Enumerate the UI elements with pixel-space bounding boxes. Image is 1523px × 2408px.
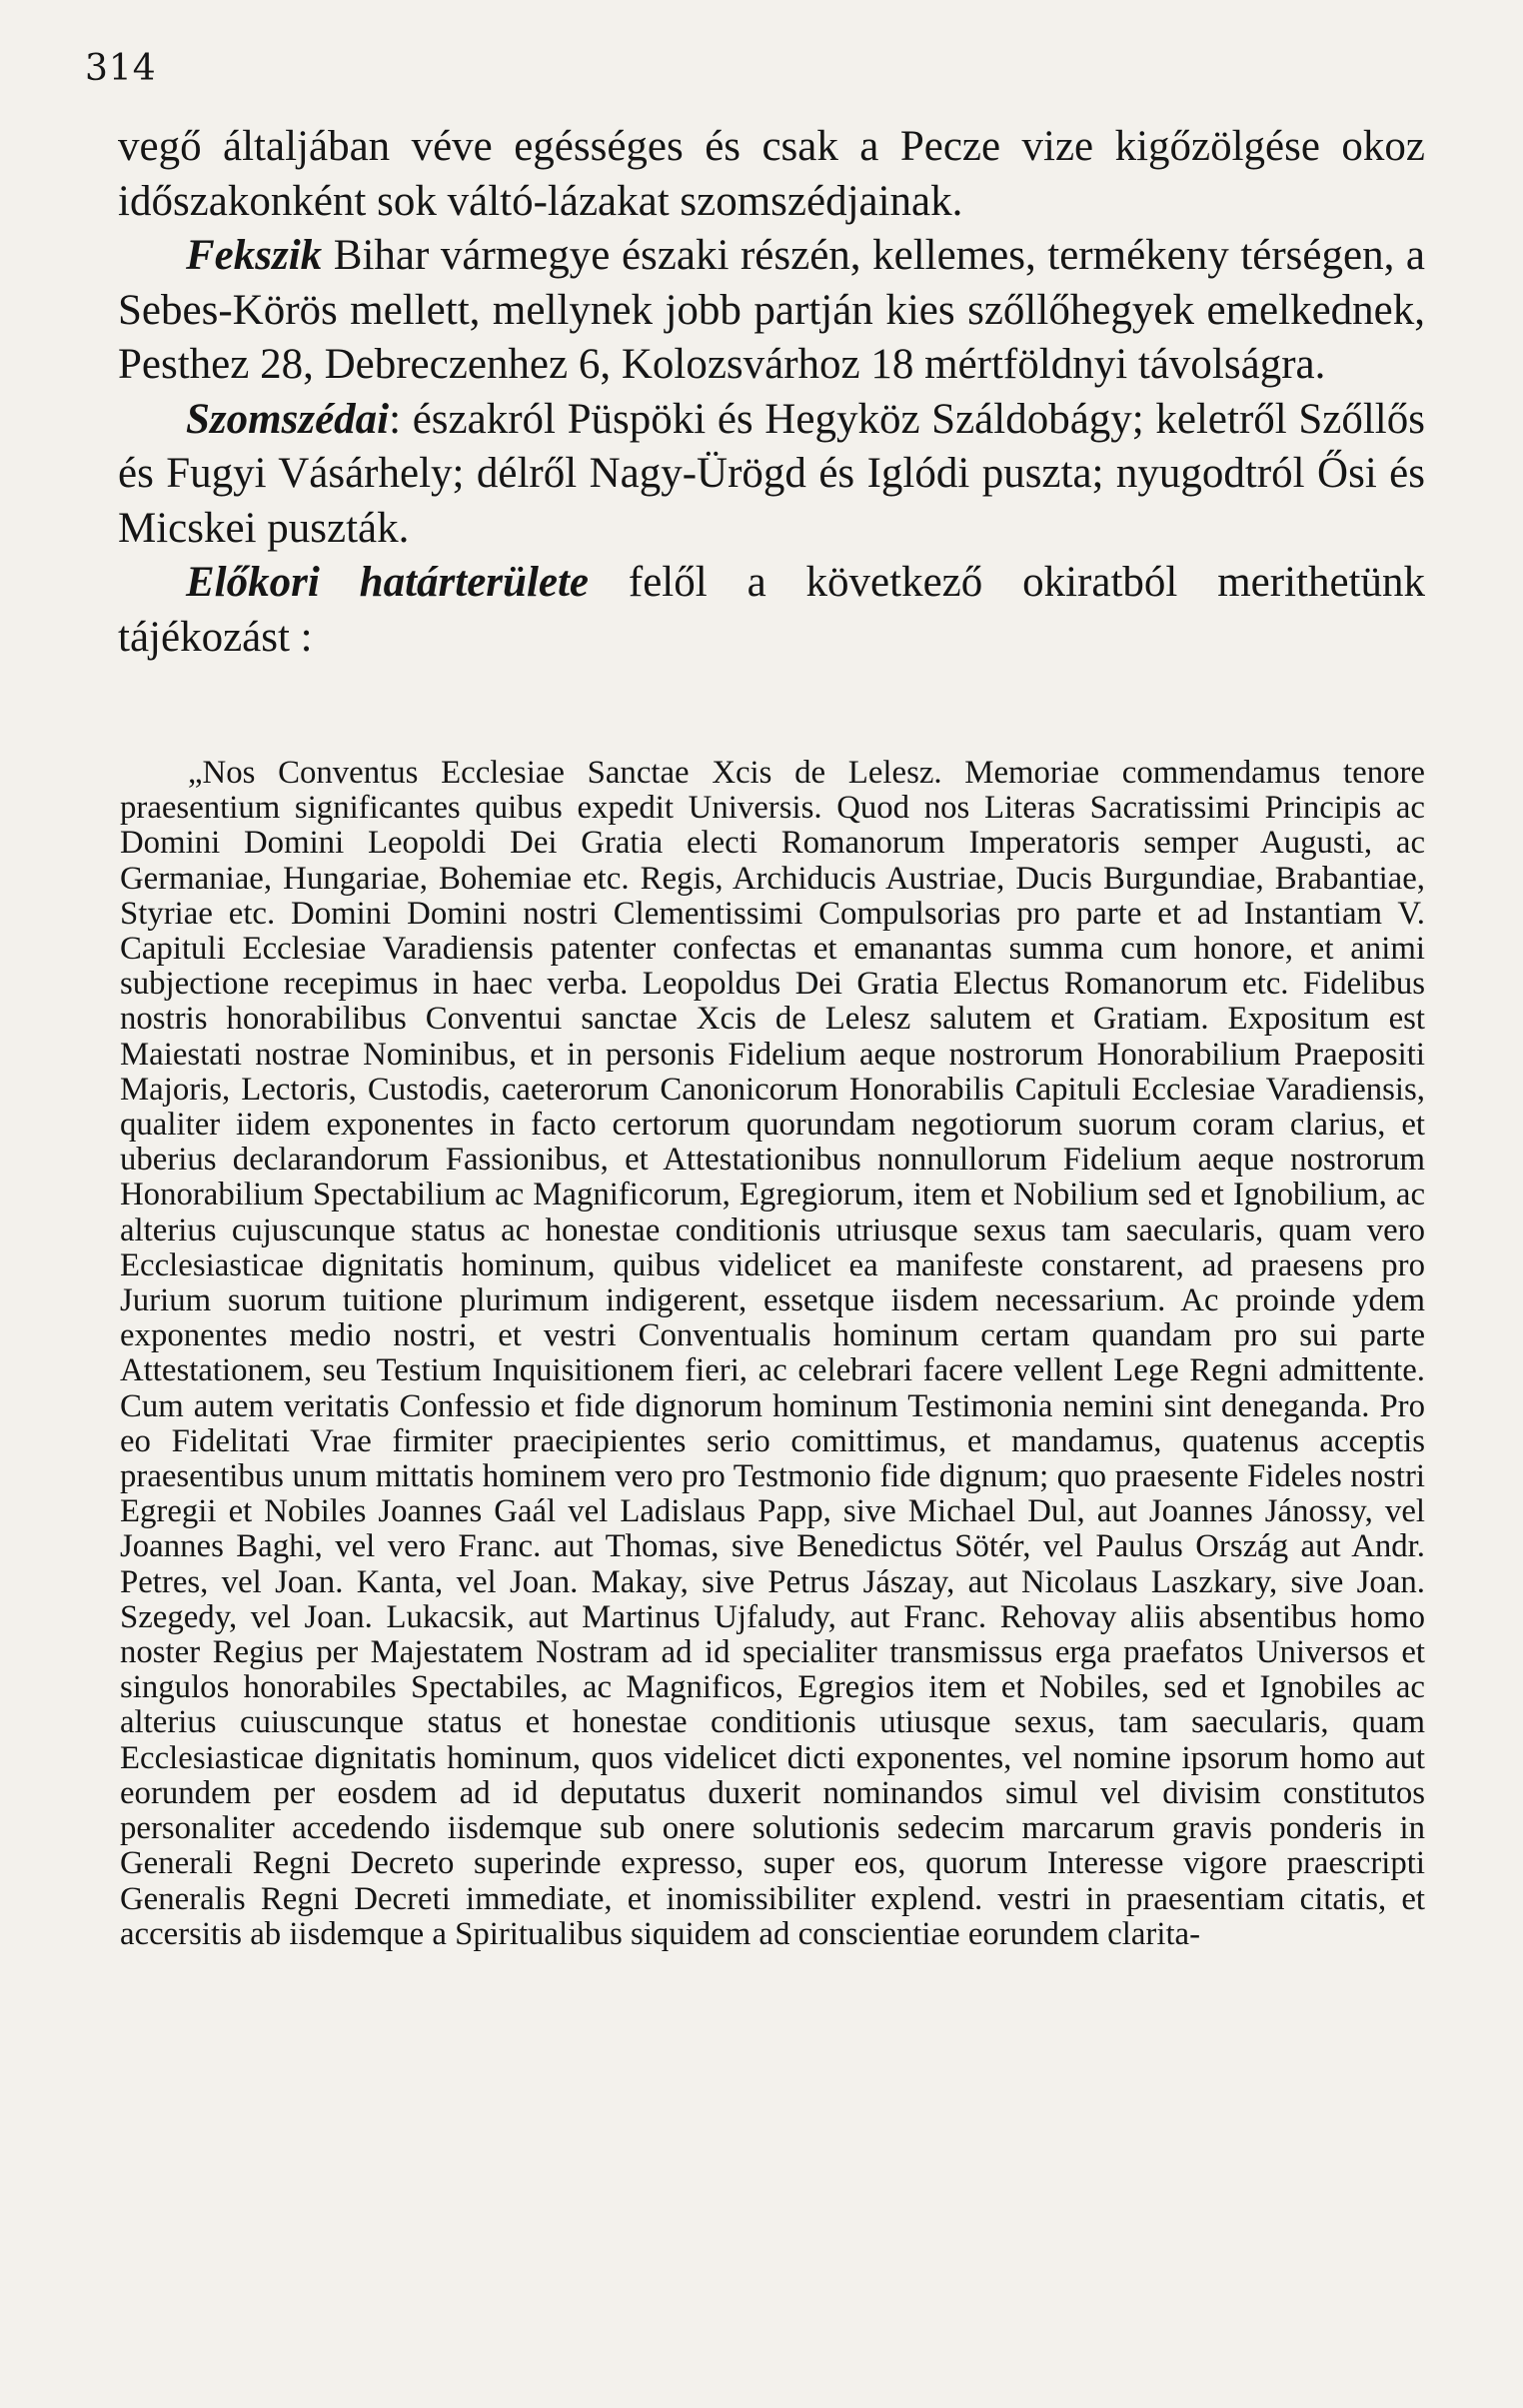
neighbours-text: : északról Püspöki és Hegyköz Száldobágy; keletről Szőllős és Fugyi Vásárhely; délről Nagy-Ürögd és Iglódi puszta; nyugodtról Ősi és Micskei puszták.	[118, 395, 1425, 552]
intro-paragraph: vegő általjában véve egésséges és csak a Pecze vize kigőzölgése okoz időszakonként sok váltó-lázakat szomszédjainak.	[118, 123, 1425, 225]
main-text	[118, 120, 1425, 665]
page-number: 314	[85, 48, 157, 89]
charter-quotation: „Nos Conventus Ecclesiae Sanctae Xcis de Lelesz. Memoriae commendamus tenore praesentium significantes quibus expedit Universis. Quod nos Literas Sacratissimi Principis ac Domini Domini Leopoldi Dei Gratia electi Romanorum Imperatoris semper Augusti, ac Germaniae, Hungariae, Bohemiae etc. Regis, Archiducis Austriae, Ducis Burgundiae, Brabantiae, Styriae etc. Domini Domini nostri Clementissimi Compulsorias pro parte et ad Instantiam V. Capituli Ecclesiae Varadiensis patenter confectas et emanantas summa cum honore, et animi subjectione recepimus in haec verba. Leopoldus Dei Gratia Electus Romanorum etc. Fidelibus nostris honorabilibus Conventui sanctae Xcis de Lelesz salutem et Gratiam. Expositum est Maiestati nostrae Nominibus, et in personis Fidelium aeque nostrorum Honorabilium Praepositi Majoris, Lectoris, Custodis, caeterorum Canonicorum Honorabilis Capituli Ecclesiae Varadiensis, qualiter iidem exponentes in facto certorum quorundam negotiorum suorum coram clarius, et uberius declarandorum Fassionibus, et Attestationibus nonnullorum Fidelium aeque nostrorum Honorabilium Spectabilium ac Magnificorum, Egregiorum, item et Nobilium sed et Ignobilium, ac alterius cujuscunque status ac honestae conditionis utriusque sexus tam saecularis, quam vero Ecclesiasticae dignitatis hominum, quibus videlicet ea manifeste constarent, ad praesens pro Jurium suorum tuitione plurimum indigerent, essetque iisdem necessarium. Ac proinde ydem exponentes medio nostri, et vestri Conventualis hominum certam quandam pro sui parte Attestationem, seu Testium Inquisitionem fieri, ac celebrari facere vellent Lege Regni admittente. Cum autem veritatis Confessio et fide dignorum hominum Testimonia nemini sint deneganda. Pro eo Fidelitati Vrae firmiter praecipientes serio comittimus, et mandamus, quatenus acceptis praesentibus unum mittatis hominem vero pro Testmonio fide dignum; quo praesente Fideles nostri Egregii et Nobiles Joannes Gaál vel Ladislaus Papp, sive Michael Dul, aut Joannes Jánossy, vel Joannes Baghi, vel vero Franc. aut Thomas, sive Benedictus Sötér, vel Paulus Ország aut Andr. Petres, vel Joan. Kanta, vel Joan. Makay, sive Petrus Jászay, aut Nicolaus Laszkary, sive Joan. Szegedy, vel Joan. Lukacsik, aut Martinus Ujfaludy, aut Franc. Rehovay aliis absentibus homo noster Regius per Majestatem Nostram ad id specialiter transmissus erga praefatos Universos et singulos honorabiles Spectabiles, ac Magnificos, Egregios item et Nobiles, sed et Ignobiles ac alterius cuiuscunque status et honestae conditionis utiusque sexus, tam saecularis, quam Ecclesiasticae dignitatis hominum, quos videlicet dicti exponentes, vel nomine ipsorum homo aut eorundem per eosdem ad id deputatus duxerit nominandos simul vel divisim constitutos personaliter accedendo iisdemque sub onere solutionis sedecim marcarum gravis ponderis in Generali Regni Decreto superinde expresso, super eos, quorum Interesse vigore praescripti Generalis Regni Decreti immediate, et inomissibiliter explend. vestri in praesentiam citatis, et accersitis ab iisdemque a Spiritualibus siquidem ad conscientiae eorundem clarita-	[120, 755, 1425, 1952]
former-territory-text: felől a következő okiratból merithetünk tájékozást :	[118, 559, 1426, 661]
neighbours-paragraph	[118, 393, 1425, 557]
neighbours-label: Szomszédai	[186, 395, 390, 443]
location-label: Fekszik	[186, 232, 323, 279]
former-territory-label: Előkori határterülete	[186, 559, 590, 606]
former-territory-paragraph	[118, 556, 1425, 665]
location-paragraph	[118, 229, 1425, 393]
location-text: Bihar vármegye északi részén, kellemes, termékeny térségen, a Sebes-Körös mellett, mellynek jobb partján kies szőllőhegyek emelkednek, Pesthez 28, Debreczenhez 6, Kolozsvárhoz 18 mértföldnyi távolságra.	[118, 232, 1425, 388]
